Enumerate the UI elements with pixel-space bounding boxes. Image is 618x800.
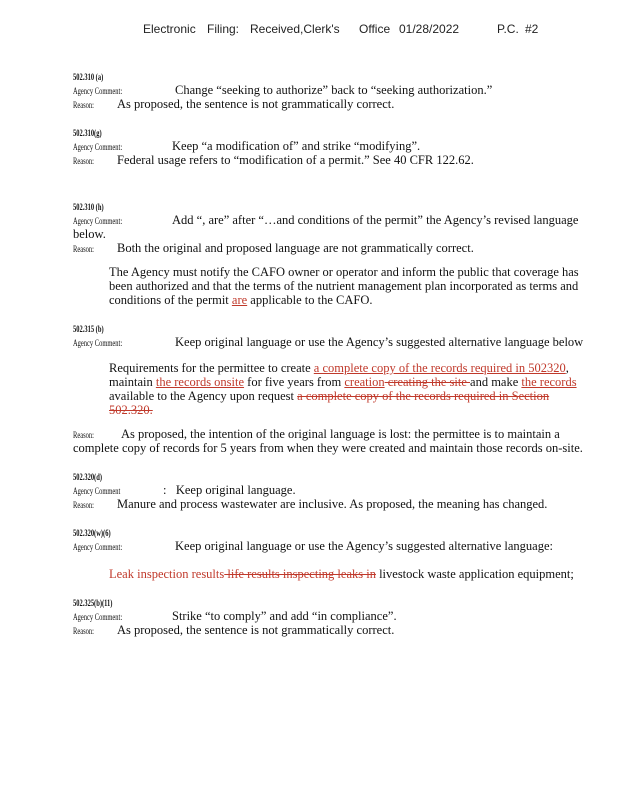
- section-502-320-d: [73, 471, 593, 511]
- reason-label: Reason:: [73, 156, 94, 166]
- inserted-text: Leak inspection results: [109, 567, 225, 581]
- comment-row: [73, 483, 593, 497]
- reason-text: Manure and process wastewater are inclusive. As proposed, the meaning has changed.: [117, 497, 548, 511]
- comment-text: Strike “to comply” and add “in compliance”.: [172, 609, 397, 623]
- revised-text-b: applicable to the CAFO.: [247, 293, 373, 307]
- reason-label: Reason:: [73, 500, 94, 510]
- comment-text: Keep original language or use the Agency’s suggested alternative language:: [175, 539, 553, 553]
- section-id: 502.310 (a): [73, 72, 104, 82]
- deleted-text-2: a complete copy of the records required in Section 502.320.: [109, 389, 550, 417]
- section-id: 502.320(d): [73, 472, 102, 482]
- comment-row: [73, 609, 593, 623]
- header-received: Received,Clerk's: [250, 22, 340, 36]
- inserted-text-1: a complete copy of the records required in 502320: [313, 361, 566, 375]
- header-electronic: Electronic: [143, 22, 196, 36]
- inserted-text: are: [231, 293, 248, 307]
- alt-text-tail: livestock waste application equipment;: [375, 567, 574, 581]
- reason-label: Reason:: [73, 100, 94, 110]
- reason-row: [73, 427, 593, 455]
- section-id: 502.315 (b): [73, 324, 104, 334]
- comment-text: Add “, are” after “…and conditions of the permit” the Agency’s revised language below.: [73, 213, 579, 241]
- alternative-language-paragraph: [73, 567, 593, 581]
- comment-label: Agency Comment:: [73, 542, 123, 552]
- section-id: 502.310 (h): [73, 202, 104, 212]
- reason-text: As proposed, the intention of the original language is lost: the permittee is to maintain a complete copy of records for 5 years from when they were created and maintain those records on-site.: [73, 427, 583, 455]
- reason-row: [73, 623, 593, 637]
- section-502-310-h: [73, 201, 593, 307]
- comment-label: Agency Comment: [73, 486, 121, 496]
- alt-text-5: for five years from: [244, 375, 345, 389]
- alt-text-3: , maintain: [109, 361, 569, 389]
- comment-row: [73, 213, 593, 241]
- section-502-310-a: [73, 71, 593, 111]
- comment-text: Keep “a modification of” and strike “modifying”.: [172, 139, 421, 153]
- comment-text: Change “seeking to authorize” back to “seeking authorization.”: [175, 83, 493, 97]
- comment-label: Agency Comment:: [73, 612, 123, 622]
- section-id: 502.325(b)(11): [73, 598, 113, 608]
- alt-text-8: and make: [470, 375, 522, 389]
- inserted-text-2: the records onsite: [155, 375, 245, 389]
- inserted-text-3: creation: [344, 375, 385, 389]
- comment-label: Agency Comment:: [73, 86, 123, 96]
- comment-row: [73, 139, 593, 153]
- reason-row: [73, 497, 593, 511]
- alt-text-1: Requirements for the permittee to create: [109, 361, 314, 375]
- section-id: 502.310(g): [73, 128, 102, 138]
- section-502-315-b: [73, 323, 593, 455]
- section-502-320-w-6: [73, 527, 593, 581]
- reason-label: Reason:: [73, 626, 94, 636]
- header-date: 01/28/2022: [399, 22, 460, 36]
- deleted-text: life results inspecting leaks in: [224, 567, 376, 581]
- comment-label: Agency Comment:: [73, 338, 123, 348]
- comment-row: [73, 335, 593, 349]
- reason-row: [73, 153, 593, 167]
- comment-label: Agency Comment:: [73, 216, 123, 226]
- deleted-text-1: creating the site: [384, 375, 471, 389]
- comment-row: [73, 83, 593, 97]
- comment-colon: :: [163, 483, 167, 497]
- header-pc: P.C.: [497, 22, 519, 36]
- header-filing: Filing:: [207, 22, 240, 36]
- section-502-310-g: [73, 127, 593, 167]
- section-id: 502.320(w)(6): [73, 528, 111, 538]
- revised-text-a: The Agency must notify the CAFO owner or operator and inform the public that coverage has been authorized and that the terms of the nutrient management plan incorporated as terms and conditions of the permit: [109, 265, 579, 307]
- reason-row: [73, 97, 593, 111]
- header-number: #2: [525, 22, 539, 36]
- document-body: [73, 71, 593, 653]
- comment-text: Keep original language or use the Agency’s suggested alternative language below: [175, 335, 584, 349]
- reason-label: Reason:: [73, 244, 94, 254]
- inserted-text-4: the records: [521, 375, 577, 389]
- revised-language-paragraph: [73, 265, 593, 307]
- comment-text: [73, 483, 593, 497]
- comment-label: Agency Comment:: [73, 142, 123, 152]
- reason-text: As proposed, the sentence is not grammatically correct.: [117, 623, 395, 637]
- reason-text: As proposed, the sentence is not grammatically correct.: [117, 97, 395, 111]
- alternative-language-paragraph: [73, 361, 593, 417]
- header-office: Office: [359, 22, 391, 36]
- comment-body: Keep original language.: [175, 483, 296, 497]
- comment-row: [73, 539, 593, 553]
- reason-text: Both the original and proposed language are not grammatically correct.: [117, 241, 474, 255]
- reason-row: [73, 241, 593, 255]
- reason-label: Reason:: [73, 430, 94, 440]
- reason-text: Federal usage refers to “modification of a permit.” See 40 CFR 122.62.: [117, 153, 474, 167]
- alt-text-10: available to the Agency upon request: [109, 389, 298, 403]
- section-502-325-b-11: [73, 597, 593, 637]
